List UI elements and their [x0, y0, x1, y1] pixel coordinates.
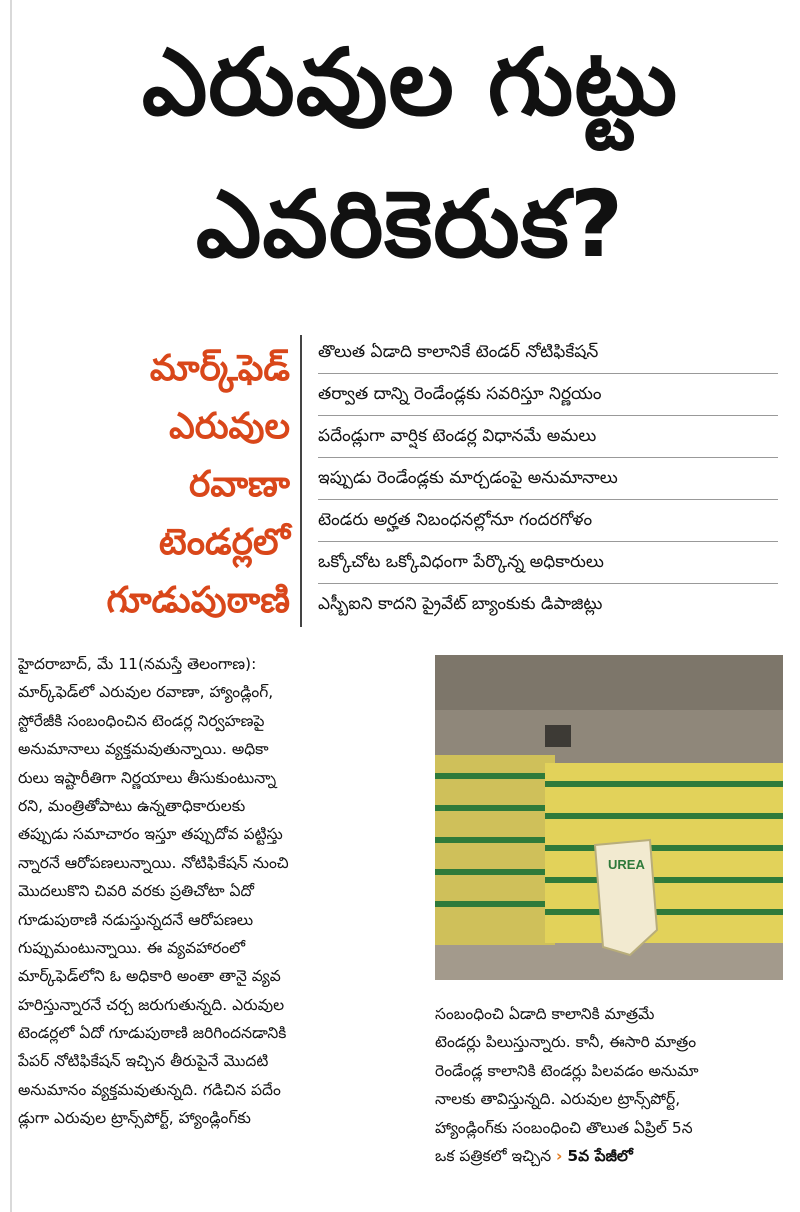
- article-line: పేపర్ నోటిఫికేషన్ ఇచ్చిన తీరుపైనే మొదటి: [18, 1052, 269, 1071]
- highlights-list: [318, 332, 778, 625]
- article-line-text: ఒక పత్రికలో ఇచ్చిన: [435, 1146, 557, 1165]
- deck-line: ఎరువుల: [169, 406, 290, 447]
- bag-stripe: [435, 805, 555, 811]
- bag-stack-right: [545, 763, 783, 943]
- highlight-item: ఒక్కోచోట ఒక్కోవిధంగా పేర్కొన్న అధికారులు: [318, 542, 778, 584]
- deck-divider: [300, 335, 302, 627]
- bag-stripe: [545, 813, 783, 819]
- article-line: గుప్పుమంటున్నాయి. ఈ వ్యవహారంలో: [18, 938, 246, 957]
- highlight-item: టెండరు అర్హత నిబంధనల్లోనూ గందరగోళం: [318, 500, 778, 542]
- deck-line: గూడుపుఠాణి: [106, 580, 290, 621]
- article-line: అనుమానం వ్యక్తమవుతున్నది. గడిచిన పదేం: [18, 1080, 281, 1099]
- article-line: హైదరాబాద్, మే 11(నమస్తే తెలంగాణ):: [18, 655, 257, 673]
- deck-line: టెండర్లలో: [158, 522, 290, 563]
- torn-bag: [595, 840, 657, 955]
- bag-stripe: [435, 869, 555, 875]
- continue-arrow-icon: ›: [556, 1146, 563, 1165]
- article-line: రులు ఇష్టారీతిగా నిర్ణయాలు తీసుకుంటున్నా: [18, 768, 277, 787]
- highlight-item: ఎస్బీఐని కాదని ప్రైవేట్ బ్యాంకుకు డిపాజిట్లు: [318, 594, 603, 614]
- photo-window: [545, 725, 571, 747]
- article-line: హ్యాండ్లింగ్‌కు సంబంధించి తొలుత ఏప్రిల్ 5న: [435, 1118, 693, 1137]
- bag-stripe: [435, 773, 555, 779]
- article-line: రని, మంత్రితోపాటు ఉన్నతాధికారులకు: [18, 796, 246, 815]
- fertilizer-bags-photo: [435, 655, 783, 980]
- article-line: అనుమానాలు వ్యక్తమవుతున్నాయి. అధికా: [18, 740, 269, 759]
- deck-line: రవాణా: [188, 464, 290, 505]
- bag-stripe: [435, 837, 555, 843]
- continued-on-page-link[interactable]: 5వ పేజీలో: [567, 1146, 633, 1165]
- article-body: [18, 650, 410, 1133]
- bag-pile: [545, 763, 783, 943]
- deck-line: మార్క్‌ఫెడ్: [149, 348, 290, 389]
- article-line: గూడుపుఠాణి నడుస్తున్నదనే ఆరోపణలు: [18, 910, 254, 929]
- bag-stripe: [545, 845, 783, 851]
- article-last-line: [435, 1142, 785, 1170]
- article-line: మార్క్‌ఫెడ్‌లోని ఓ అధికారి అంతా తానై వ్యవ: [18, 967, 281, 986]
- article-line: హరిస్తున్నారనే చర్చ జరుగుతున్నది. ఎరువుల: [18, 995, 285, 1014]
- article-line: సంబంధించి ఏడాది కాలానికి మాత్రమే: [435, 1005, 655, 1023]
- article-line: టెండర్లలో ఏదో గూడుపుఠాణి జరిగిందనడానికి: [18, 1024, 287, 1043]
- bag-stack-left: [435, 755, 555, 945]
- bag-stripe: [545, 909, 783, 915]
- article-line: డ్లుగా ఎరువుల ట్రాన్స్‌పోర్ట్, హ్యాండ్లింగ్‌కు: [18, 1109, 251, 1128]
- bag-label: UREA: [608, 857, 645, 872]
- bag-stripe: [435, 901, 555, 907]
- highlight-item: ఇప్పుడు రెండేండ్లకు మార్చడంపై అనుమానాలు: [318, 458, 778, 500]
- headline-line-2: ఎవరికెరుక?: [195, 171, 625, 278]
- highlight-item: తర్వాత దాన్ని రెండేండ్లకు సవరిస్తూ నిర్ణయం: [318, 374, 778, 416]
- article-line: టెండర్లు పిలుస్తున్నారు. కానీ, ఈసారి మాత్రం: [435, 1033, 697, 1052]
- article-line: మార్క్‌ఫెడ్‌లో ఎరువుల రవాణా, హ్యాండ్లింగ్,: [18, 683, 274, 702]
- article-line: న్నారనే ఆరోపణలున్నాయి. నోటిఫికేషన్ నుంచి: [18, 853, 289, 872]
- article-line: మొదలుకొని చివరి వరకు ప్రతిచోటా ఏదో: [18, 882, 254, 901]
- bag-stripe: [545, 877, 783, 883]
- column-rule: [10, 0, 12, 1212]
- photo-upper-wall: [435, 655, 783, 710]
- bag-stripe: [545, 781, 783, 787]
- article-line: నాలకు తావిస్తున్నది. ఎరువుల ట్రాన్స్‌పోర్ట్,: [435, 1090, 681, 1109]
- highlight-item: తొలుత ఏడాది కాలానికే టెండర్ నోటిఫికేషన్: [318, 332, 778, 374]
- highlight-item: పదేండ్లుగా వార్షిక టెండర్ల విధానమే అమలు: [318, 416, 778, 458]
- headline-line-1: ఎరువుల గుట్టు: [141, 29, 679, 136]
- article-line: తప్పుడు సమాచారం ఇస్తూ తప్పుదోవ పట్టిస్తు: [18, 825, 283, 844]
- article-line: స్టోరేజీకి సంబంధించిన టెండర్ల నిర్వహణపై: [18, 711, 265, 730]
- article-line: రెండేండ్ల కాలానికి టెండర్లు పిలవడం అనుమా: [435, 1061, 699, 1080]
- article-continuation-column: [435, 1000, 785, 1170]
- deck: [28, 340, 290, 630]
- bag-pile: [435, 755, 555, 945]
- photo-illustration: [435, 655, 783, 980]
